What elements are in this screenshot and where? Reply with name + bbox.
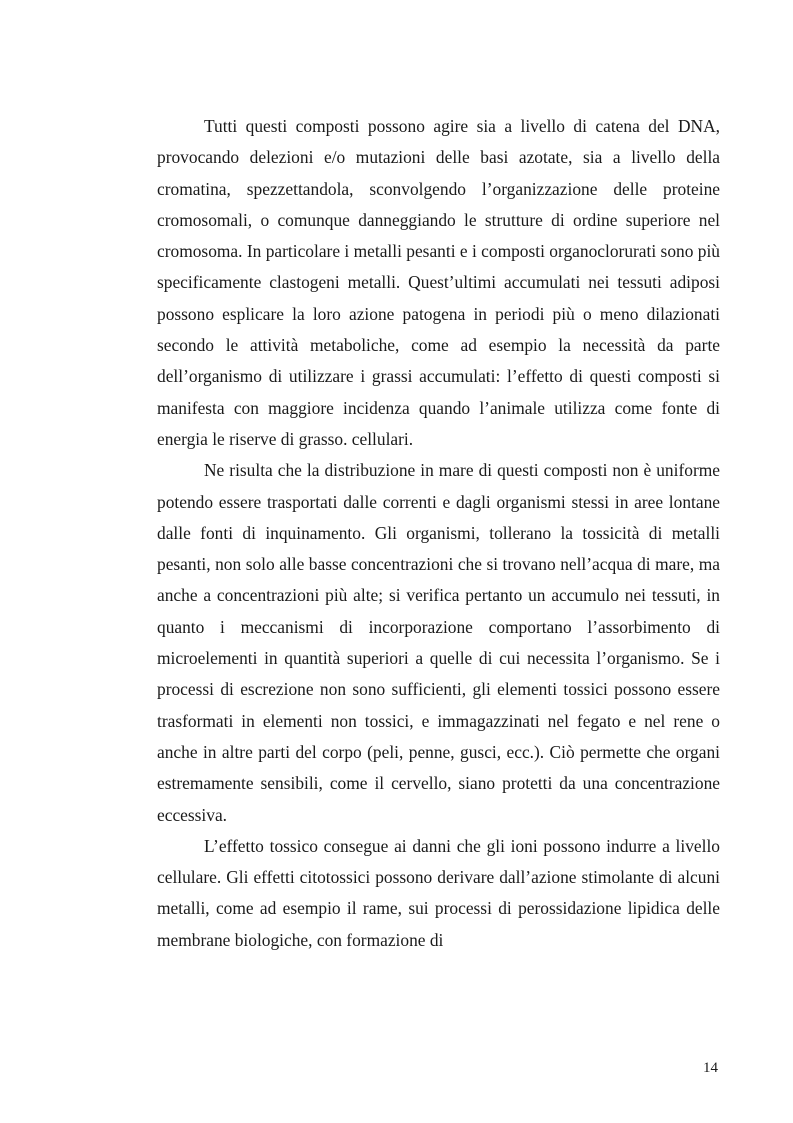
paragraph-3: L’effetto tossico consegue ai danni che gli ioni possono indurre a livello cellulare. Gli effetti citotossici possono derivare dall’azione stimolante di alcuni metalli, come ad esempio il rame, sui processi di perossidazione lipidica delle membrane biologiche, con formazione di <box>157 835 720 950</box>
paragraph-2: Ne risulta che la distribuzione in mare di questi composti non è uniforme potendo essere trasportati dalle correnti e dagli organismi stessi in aree lontane dalle fonti di inquinamento. Gli organismi, tollerano la tossicità di metalli pesanti, non solo alle basse concentrazioni che si trovano nell’acqua di mare, ma anche a concentrazioni più alte; si verifica pertanto un accumulo nei tessuti, in quanto i meccanismi di incorporazione comportano l’assorbimento di microelementi in quantità superiori a quelle di cui necessita l’organismo. Se i processi di escrezione non sono sufficienti, gli elementi tossici possono essere trasformati in elementi non tossici, e immagazzinati nel fegato e nel rene o anche in altre parti del corpo (peli, penne, gusci, ecc.). Ciò permette che organi estremamente sensibili, come il cervello, siano protetti da una concentrazione eccessiva. <box>157 460 720 825</box>
paragraph-1: Tutti questi composti possono agire sia a livello di catena del DNA, provocando delezioni e/o mutazioni delle basi azotate, sia a livello della cromatina, spezzettandola, sconvolgendo l’organizzazione delle proteine cromosomali, o comunque danneggiando le strutture di ordine superiore nel cromosoma. In particolare i metalli pesanti e i composti organoclorurati sono più specificamente clastogeni metalli. Quest’ultimi accumulati nei tessuti adiposi possono esplicare la loro azione patogena in periodi più o meno dilazionati secondo le attività metaboliche, come ad esempio la necessità da parte dell’organismo di utilizzare i grassi accumulati: l’effetto di questi composti si manifesta con maggiore incidenza quando l’animale utilizza come fonte di energia le riserve di grasso. cellulari. <box>157 116 720 449</box>
document-body <box>157 111 720 956</box>
page-number: 14 <box>703 1060 718 1076</box>
